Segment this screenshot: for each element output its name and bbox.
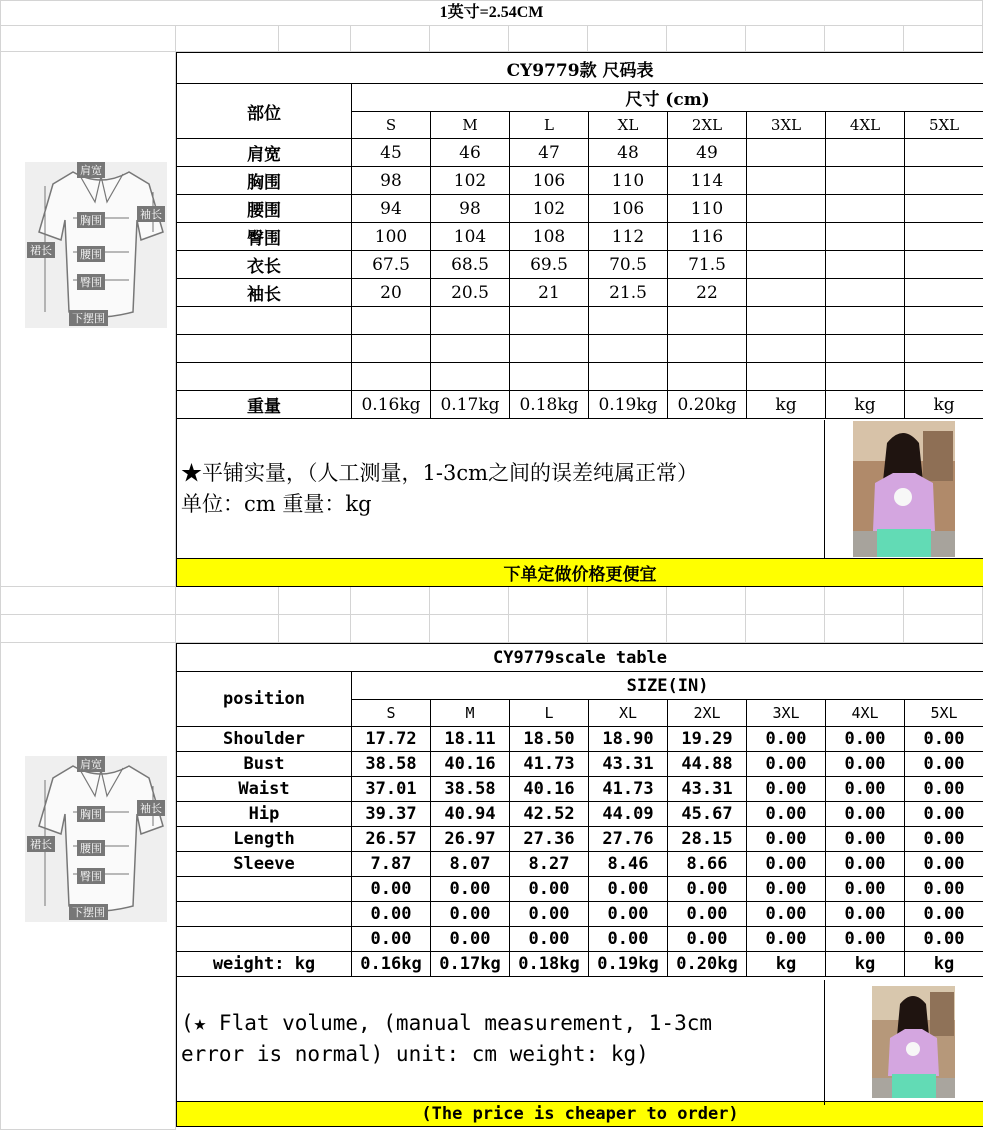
- weight-cell: kg: [747, 952, 826, 977]
- weight-cell: kg: [826, 952, 905, 977]
- cell: 40.94: [431, 802, 510, 827]
- size-header: M: [431, 112, 510, 139]
- row-label: Hip: [177, 802, 352, 827]
- cell: [747, 279, 826, 307]
- cell: 0.00: [747, 877, 826, 902]
- cell: 26.97: [431, 827, 510, 852]
- row-label: [177, 877, 352, 902]
- size-table-en: [176, 643, 983, 1127]
- cell: 0.00: [826, 827, 905, 852]
- size-header: XL: [589, 112, 668, 139]
- table-row: [177, 335, 983, 363]
- size-header: 5XL: [905, 700, 983, 727]
- cell: [905, 279, 983, 307]
- row-label: [177, 363, 352, 391]
- cell: 0.00: [747, 902, 826, 927]
- row-label: Waist: [177, 777, 352, 802]
- size-header: 3XL: [747, 112, 826, 139]
- cell: [510, 335, 589, 363]
- cell: 0.00: [589, 877, 668, 902]
- weight-cell: 0.16kg: [352, 952, 431, 977]
- row-label: [177, 902, 352, 927]
- bust-tag: 胸围: [77, 212, 105, 228]
- cell: [352, 335, 431, 363]
- photo-divider: [824, 420, 825, 558]
- cell: 0.00: [668, 877, 747, 902]
- size-header: M: [431, 700, 510, 727]
- weight-cell: 0.18kg: [510, 952, 589, 977]
- size-header: 3XL: [747, 700, 826, 727]
- cell: 102: [431, 167, 510, 195]
- weight-cell: kg: [826, 391, 905, 419]
- unit-header: SIZE(IN): [352, 672, 983, 700]
- table-row: [177, 927, 983, 952]
- size-header: 4XL: [826, 700, 905, 727]
- cell: 41.73: [510, 752, 589, 777]
- cell: [905, 223, 983, 251]
- shoulder-tag: 肩宽: [77, 756, 105, 772]
- cell: 0.00: [747, 927, 826, 952]
- cell: [589, 307, 668, 335]
- cell: [668, 307, 747, 335]
- weight-cell: kg: [905, 952, 983, 977]
- cell: 98: [352, 167, 431, 195]
- cell: 8.07: [431, 852, 510, 877]
- cell: 21.5: [589, 279, 668, 307]
- sleeve-tag: 袖长: [137, 206, 165, 222]
- cell: 44.09: [589, 802, 668, 827]
- cell: 102: [510, 195, 589, 223]
- cell: 0.00: [431, 927, 510, 952]
- size-header: XL: [589, 700, 668, 727]
- hem-tag: 下摆围: [69, 310, 108, 326]
- cell: 45: [352, 139, 431, 167]
- row-label: [177, 927, 352, 952]
- cell: 0.00: [352, 877, 431, 902]
- cell: 104: [431, 223, 510, 251]
- cell: [589, 363, 668, 391]
- cell: 0.00: [826, 802, 905, 827]
- weight-cell: kg: [905, 391, 983, 419]
- row-label: 胸围: [177, 167, 352, 195]
- cell: 0.00: [510, 927, 589, 952]
- cell: 0.00: [905, 727, 983, 752]
- cell: [905, 195, 983, 223]
- cell: [747, 223, 826, 251]
- weight-cell: 0.16kg: [352, 391, 431, 419]
- cell: 0.00: [905, 777, 983, 802]
- cell: 116: [668, 223, 747, 251]
- shoulder-tag: 肩宽: [77, 162, 105, 178]
- cell: 106: [589, 195, 668, 223]
- weight-row: [177, 952, 983, 977]
- cell: 47: [510, 139, 589, 167]
- garment-diagram-cn: [25, 162, 167, 328]
- hem-tag: 下摆围: [69, 904, 108, 920]
- size-header: L: [510, 700, 589, 727]
- cell: [747, 195, 826, 223]
- weight-label: weight: kg: [177, 952, 352, 977]
- hip-tag: 臀围: [77, 868, 105, 884]
- table-row: [177, 167, 983, 195]
- cell: 67.5: [352, 251, 431, 279]
- table-row: [177, 877, 983, 902]
- cell: 0.00: [352, 902, 431, 927]
- cell: [905, 139, 983, 167]
- cell: 0.00: [431, 902, 510, 927]
- cell: 0.00: [510, 877, 589, 902]
- size-header: 2XL: [668, 112, 747, 139]
- cell: 38.58: [431, 777, 510, 802]
- table-row: [177, 279, 983, 307]
- length-tag: 裙长: [27, 836, 55, 852]
- cell: 0.00: [668, 927, 747, 952]
- cell: 20.5: [431, 279, 510, 307]
- cell: 42.52: [510, 802, 589, 827]
- table-title: CY9779scale table: [177, 644, 983, 672]
- row-label: 腰围: [177, 195, 352, 223]
- photo-divider: [824, 980, 825, 1105]
- length-tag: 裙长: [27, 242, 55, 258]
- cell: [431, 363, 510, 391]
- cell: 98: [431, 195, 510, 223]
- cell: [905, 251, 983, 279]
- row-label: 衣长: [177, 251, 352, 279]
- table-row: [177, 195, 983, 223]
- cell: 68.5: [431, 251, 510, 279]
- row-label: Length: [177, 827, 352, 852]
- product-photo: [872, 986, 955, 1098]
- cell: 40.16: [431, 752, 510, 777]
- cell: [826, 307, 905, 335]
- order-banner: 下单定做价格更便宜: [177, 559, 983, 587]
- row-label: Sleeve: [177, 852, 352, 877]
- cell: [826, 363, 905, 391]
- cell: 0.00: [826, 902, 905, 927]
- size-header: S: [352, 700, 431, 727]
- cell: [747, 167, 826, 195]
- cell: 43.31: [589, 752, 668, 777]
- cell: 18.50: [510, 727, 589, 752]
- table-row: [177, 251, 983, 279]
- table-row: [177, 727, 983, 752]
- weight-cell: 0.20kg: [668, 391, 747, 419]
- table-row: [177, 852, 983, 877]
- waist-tag: 腰围: [77, 840, 105, 856]
- table-row: [177, 802, 983, 827]
- cell: 0.00: [905, 827, 983, 852]
- cell: [826, 335, 905, 363]
- cell: [826, 223, 905, 251]
- cell: 18.90: [589, 727, 668, 752]
- cell: 49: [668, 139, 747, 167]
- cell: 70.5: [589, 251, 668, 279]
- cell: 17.72: [352, 727, 431, 752]
- weight-cell: 0.20kg: [668, 952, 747, 977]
- cell: 0.00: [905, 927, 983, 952]
- cell: 71.5: [668, 251, 747, 279]
- size-header: 2XL: [668, 700, 747, 727]
- weight-cell: 0.19kg: [589, 952, 668, 977]
- cell: 27.76: [589, 827, 668, 852]
- cell: [826, 167, 905, 195]
- weight-cell: 0.17kg: [431, 952, 510, 977]
- empty-grid-row: [0, 26, 983, 52]
- cell: 108: [510, 223, 589, 251]
- cell: 0.00: [905, 852, 983, 877]
- cell: 0.00: [826, 752, 905, 777]
- table-row: [177, 139, 983, 167]
- cell: [826, 279, 905, 307]
- cell: [352, 307, 431, 335]
- cell: 0.00: [905, 752, 983, 777]
- cell: 0.00: [826, 877, 905, 902]
- cell: 0.00: [905, 802, 983, 827]
- size-header: 4XL: [826, 112, 905, 139]
- cell: 0.00: [747, 752, 826, 777]
- size-header: 5XL: [905, 112, 983, 139]
- cell: 112: [589, 223, 668, 251]
- cell: 106: [510, 167, 589, 195]
- table-row: [177, 902, 983, 927]
- cell: [589, 335, 668, 363]
- cell: 0.00: [826, 727, 905, 752]
- bust-tag: 胸围: [77, 806, 105, 822]
- cell: [510, 307, 589, 335]
- note-line: 单位：cm 重量：kg: [181, 491, 372, 516]
- cell: 20: [352, 279, 431, 307]
- table-row: [177, 827, 983, 852]
- cell: 0.00: [905, 902, 983, 927]
- cell: [431, 307, 510, 335]
- cell: 37.01: [352, 777, 431, 802]
- hip-tag: 臀围: [77, 274, 105, 290]
- weight-label: 重量: [177, 391, 352, 419]
- weight-cell: 0.19kg: [589, 391, 668, 419]
- cell: [431, 335, 510, 363]
- cell: 26.57: [352, 827, 431, 852]
- cell: 43.31: [668, 777, 747, 802]
- table-row: [177, 223, 983, 251]
- product-photo: [853, 421, 955, 557]
- cell: 0.00: [747, 827, 826, 852]
- weight-row: [177, 391, 983, 419]
- cell: 39.37: [352, 802, 431, 827]
- cell: 27.36: [510, 827, 589, 852]
- conversion-header: 1英寸=2.54CM: [0, 0, 983, 26]
- cell: 0.00: [747, 777, 826, 802]
- cell: 94: [352, 195, 431, 223]
- cell: [668, 335, 747, 363]
- cell: 100: [352, 223, 431, 251]
- table-title: CY9779款 尺码表: [177, 53, 983, 84]
- cell: 0.00: [826, 777, 905, 802]
- cell: 0.00: [589, 902, 668, 927]
- cell: 46: [431, 139, 510, 167]
- note-line: ★平铺实量，（人工测量，1-3cm之间的误差纯属正常）: [181, 460, 698, 485]
- cell: [826, 251, 905, 279]
- weight-cell: kg: [747, 391, 826, 419]
- cell: 18.11: [431, 727, 510, 752]
- unit-header: 尺寸 (cm): [352, 84, 983, 112]
- row-label: 臀围: [177, 223, 352, 251]
- cell: 0.00: [826, 852, 905, 877]
- cell: 0.00: [431, 877, 510, 902]
- table-row: [177, 363, 983, 391]
- cell: [826, 195, 905, 223]
- cell: 0.00: [589, 927, 668, 952]
- measurement-note: [177, 977, 983, 1102]
- cell: 0.00: [352, 927, 431, 952]
- cell: [747, 363, 826, 391]
- cell: 44.88: [668, 752, 747, 777]
- cell: 0.00: [905, 877, 983, 902]
- cell: 45.67: [668, 802, 747, 827]
- cell: 41.73: [589, 777, 668, 802]
- cell: [905, 307, 983, 335]
- cell: 114: [668, 167, 747, 195]
- note-line: error is normal) unit: cm weight: kg): [181, 1042, 649, 1066]
- position-header: position: [177, 672, 352, 727]
- cell: [352, 363, 431, 391]
- cell: 8.46: [589, 852, 668, 877]
- weight-cell: 0.18kg: [510, 391, 589, 419]
- garment-diagram-en: [25, 756, 167, 922]
- cell: [826, 139, 905, 167]
- table-row: [177, 777, 983, 802]
- waist-tag: 腰围: [77, 246, 105, 262]
- note-row: [177, 977, 983, 1102]
- cell: 8.27: [510, 852, 589, 877]
- order-banner: (The price is cheaper to order): [177, 1102, 983, 1127]
- note-line: (★ Flat volume, (manual measurement, 1-3cm: [181, 1011, 713, 1035]
- cell: 38.58: [352, 752, 431, 777]
- cell: 110: [668, 195, 747, 223]
- cell: 0.00: [668, 902, 747, 927]
- cell: 8.66: [668, 852, 747, 877]
- cell: 22: [668, 279, 747, 307]
- row-label: [177, 307, 352, 335]
- sleeve-tag: 袖长: [137, 800, 165, 816]
- cell: 69.5: [510, 251, 589, 279]
- row-label: 肩宽: [177, 139, 352, 167]
- weight-cell: 0.17kg: [431, 391, 510, 419]
- cell: 21: [510, 279, 589, 307]
- cell: 28.15: [668, 827, 747, 852]
- cell: [747, 139, 826, 167]
- cell: [747, 335, 826, 363]
- cell: 0.00: [510, 902, 589, 927]
- size-header: L: [510, 112, 589, 139]
- cell: 7.87: [352, 852, 431, 877]
- cell: [905, 167, 983, 195]
- size-header: S: [352, 112, 431, 139]
- cell: [510, 363, 589, 391]
- cell: [747, 307, 826, 335]
- cell: 40.16: [510, 777, 589, 802]
- cell: [668, 363, 747, 391]
- row-label: Bust: [177, 752, 352, 777]
- cell: [905, 335, 983, 363]
- cell: 48: [589, 139, 668, 167]
- cell: 0.00: [826, 927, 905, 952]
- cell: [905, 363, 983, 391]
- table-row: [177, 307, 983, 335]
- row-label: Shoulder: [177, 727, 352, 752]
- cell: [747, 251, 826, 279]
- cell: 110: [589, 167, 668, 195]
- cell: 19.29: [668, 727, 747, 752]
- cell: 0.00: [747, 802, 826, 827]
- empty-grid-gap: [0, 587, 983, 643]
- table-row: [177, 752, 983, 777]
- cell: 0.00: [747, 727, 826, 752]
- row-label: [177, 335, 352, 363]
- cell: 0.00: [747, 852, 826, 877]
- position-header: 部位: [177, 84, 352, 139]
- row-label: 袖长: [177, 279, 352, 307]
